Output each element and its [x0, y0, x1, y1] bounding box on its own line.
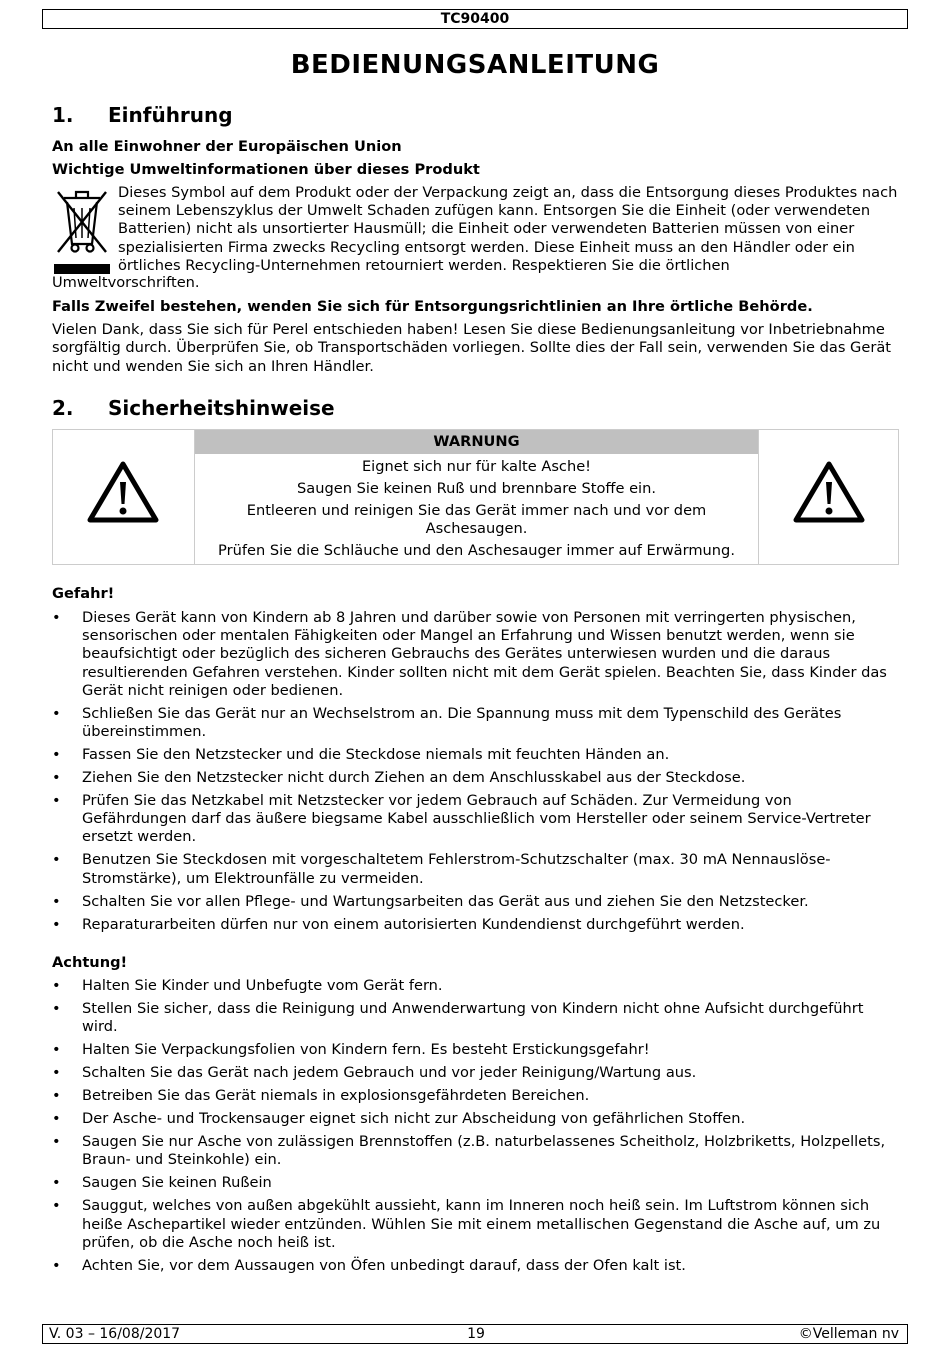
weee-notice-text-end: Umweltvorschriften. — [52, 274, 200, 291]
doubt-notice: Falls Zweifel bestehen, wenden Sie sich für Entsorgungsrichtlinien an Ihre örtliche Behörde. — [52, 298, 813, 315]
subheading-eu-residents: An alle Einwohner der Europäischen Union — [52, 138, 402, 155]
page-title: BEDIENUNGSANLEITUNG — [290, 50, 660, 80]
page-number: 19 — [467, 1326, 485, 1342]
subheading-environment-info: Wichtige Umweltinformationen über dieses Produkt — [52, 161, 480, 178]
danger-list — [52, 609, 900, 939]
list-item: • Halten Sie Verpackungsfolien von Kindern fern. Es besteht Erstickungsgefahr! — [52, 1041, 900, 1059]
caution-label: Achtung! — [52, 954, 128, 971]
list-item: • Betreiben Sie das Gerät niemals in explosionsgefährdeten Bereichen. — [52, 1087, 900, 1105]
weee-bin-icon — [54, 186, 110, 276]
warning-line: Eignet sich nur für kalte Asche! — [361, 458, 592, 475]
warning-triangle-icon — [87, 460, 159, 524]
list-item: • Saugen Sie nur Asche von zulässigen Brennstoffen (z.B. naturbelassenes Scheitholz, Holzbriketts, Holzpellets, Braun- und Steinkohle) ein. — [52, 1133, 900, 1169]
list-item: • Halten Sie Kinder und Unbefugte vom Gerät fern. — [52, 977, 900, 995]
caution-list — [52, 977, 900, 1280]
list-item: • Stellen Sie sicher, dass die Reinigung und Anwenderwartung von Kindern nicht ohne Aufsicht durchgeführt wird. — [52, 1000, 900, 1036]
list-item: • Achten Sie, vor dem Aussaugen von Öfen unbedingt darauf, dass der Ofen kalt ist. — [52, 1257, 900, 1275]
document-header — [42, 9, 908, 29]
list-item: • Saugen Sie keinen Rußein — [52, 1174, 900, 1192]
list-item: • Ziehen Sie den Netzstecker nicht durch Ziehen an dem Anschlusskabel aus der Steckdose. — [52, 769, 900, 787]
list-item: • Dieses Gerät kann von Kindern ab 8 Jahren und darüber sowie von Personen mit verringerten physischen, sensorischen oder mentalen Fähigkeiten oder Mangel an Erfahrung und Wissen benutzt werden, wenn sie beaufsichtigt oder bezüglich des sicheren Gebrauchs des Gerätes unterwiesen wurden und die daraus resultierenden Gefahren verstehen. Kinder sollten nicht mit dem Gerät spielen. Beachten Sie, dass Kinder das Gerät nicht reinigen oder bedienen. — [52, 609, 900, 700]
warning-title: WARNUNG — [195, 430, 758, 454]
warning-left-cell — [53, 430, 195, 564]
thanks-paragraph: Vielen Dank, dass Sie sich für Perel entschieden haben! Lesen Sie diese Bedienungsanleitung vor Inbetriebnahme sorgfältig durch. Überprüfen Sie, ob Transportschäden vorliegen. Sollte dies der Fall sein, verwenden Sie das Gerät nicht und wenden Sie sich an Ihren Händler. — [52, 321, 892, 375]
list-item: • Fassen Sie den Netzstecker und die Steckdose niemals mit feuchten Händen an. — [52, 746, 900, 764]
warning-lines — [195, 454, 758, 561]
weee-notice-text: Dieses Symbol auf dem Produkt oder der Verpackung zeigt an, dass die Entsorgung dieses Produktes nach seinem Lebenszyklus der Umwelt Schaden zufügen kann. Entsorgen Sie die Einheit (oder verwendeten Batterien) nicht als unsortierter Hausmüll; die Einheit oder verwendeten Batterien müssen von einer spezialisierten Firma zwecks Recycling entsorgt werden. Diese Einheit muss an den Händler oder ein örtliches Recycling-Unternehmen retourniert werden. Respektieren Sie die örtlichen — [118, 184, 898, 274]
warning-line: Saugen Sie keinen Ruß und brennbare Stoffe ein. — [297, 480, 656, 497]
document-footer — [42, 1324, 908, 1344]
list-item: • Sauggut, welches von außen abgekühlt aussieht, kann im Inneren noch heiß sein. Im Luftstrom können sich heiße Aschepartikel wieder entzünden. Wühlen Sie mit einem metallischen Gegenstand die Asche auf, um zu prüfen, ob die Asche noch heiß ist. — [52, 1197, 900, 1252]
warning-line: Entleeren und reinigen Sie das Gerät immer nach und vor dem Aschesaugen. — [246, 502, 707, 537]
warning-right-cell — [758, 430, 899, 564]
copyright: ©Velleman nv — [798, 1326, 899, 1342]
section-heading-introduction: 1. Einführung — [52, 103, 233, 127]
list-item: • Schließen Sie das Gerät nur an Wechselstrom an. Die Spannung muss mit dem Typenschild des Gerätes übereinstimmen. — [52, 705, 900, 741]
danger-label: Gefahr! — [52, 585, 115, 602]
warning-table — [52, 429, 899, 565]
version-date: V. 03 – 16/08/2017 — [49, 1326, 181, 1342]
list-item: • Prüfen Sie das Netzkabel mit Netzstecker vor jedem Gebrauch auf Schäden. Zur Vermeidung von Gefährdungen darf das äußere biegsame Kabel ausschließlich vom Hersteller oder seinem Service-Vertreter ersetzt werden. — [52, 792, 900, 847]
warning-line: Prüfen Sie die Schläuche und den Aschesauger immer auf Erwärmung. — [218, 542, 735, 559]
model-number: TC90400 — [440, 11, 510, 27]
list-item: • Benutzen Sie Steckdosen mit vorgeschaltetem Fehlerstrom-Schutzschalter (max. 30 mA Nennauslöse-Stromstärke), um Elektrounfälle zu vermeiden. — [52, 851, 900, 887]
list-item: • Reparaturarbeiten dürfen nur von einem autorisierten Kundendienst durchgeführt werden. — [52, 916, 900, 934]
list-item: • Der Asche- und Trockensauger eignet sich nicht zur Abscheidung von gefährlichen Stoffen. — [52, 1110, 900, 1128]
list-item: • Schalten Sie das Gerät nach jedem Gebrauch und vor jeder Reinigung/Wartung aus. — [52, 1064, 900, 1082]
list-item: • Schalten Sie vor allen Pflege- und Wartungsarbeiten das Gerät aus und ziehen Sie den Netzstecker. — [52, 893, 900, 911]
warning-triangle-icon — [793, 460, 865, 524]
section-heading-safety: 2. Sicherheitshinweise — [52, 396, 335, 420]
